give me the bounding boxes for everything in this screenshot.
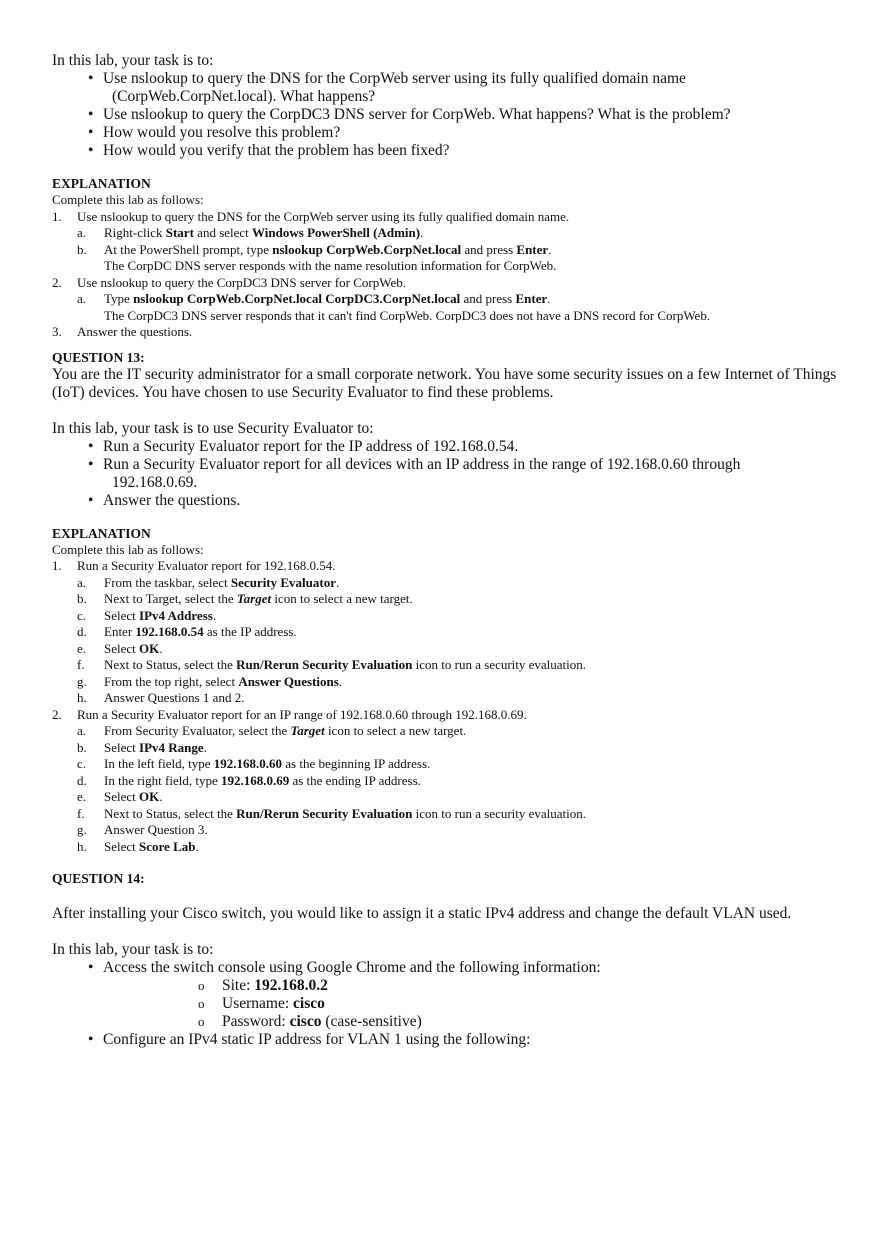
- q14-sub-password: o Password: cisco (case-sensitive): [103, 1013, 842, 1031]
- step-1: 1. Use nslookup to query the DNS for the CorpWeb server using its fully qualified domain name. a. Right-click Start and select Windows PowerShell (Admin). b. At the PowerShell prompt, type nslookup CorpWeb.CorpNet.local and press Enter. The CorpDC DNS server responds with the name resolution information for CorpWeb.: [52, 209, 842, 275]
- q13-substep-1f: f. Next to Status, select the Run/Rerun Security Evaluation icon to run a security evaluation.: [77, 657, 587, 672]
- question-14-paragraph: After installing your Cisco switch, you would like to assign it a static IPv4 address and change the default VLAN used.: [52, 905, 792, 922]
- q14-sub-site: o Site: 192.168.0.2: [103, 977, 842, 995]
- explanation-steps-2: [52, 558, 842, 855]
- q13-step-1: 1. Run a Security Evaluator report for 192.168.0.54. a. From the taskbar, select Security Evaluator. b. Next to Target, select the Target icon to select a new target. c. Select IPv4 Address. d. Enter 192.168.0.54 as the IP address. e. Select OK. f. Next to Status, select the Run/Rerun Security Evaluation icon to run a security evaluation. g. From the top right, select Answer Questions. h. Answer Questions 1 and 2.: [52, 558, 842, 707]
- q13-bullet-3: • Answer the questions.: [52, 492, 842, 510]
- substep-1b: b. At the PowerShell prompt, type nslookup CorpWeb.CorpNet.local and press Enter. The CorpDC DNS server responds with the name resolution information for CorpWeb.: [77, 242, 842, 275]
- q14-sub-list: [103, 977, 842, 1031]
- q13-substep-2g: g. Answer Question 3.: [77, 822, 208, 837]
- explanation-lead-2: Complete this lab as follows:: [52, 541, 204, 557]
- question-13-task-line: In this lab, your task is to use Security Evaluator to:: [52, 419, 374, 437]
- intro-bullet-list: [52, 70, 842, 160]
- q13-substep-1b: b. Next to Target, select the Target icon to select a new target.: [77, 591, 413, 606]
- substep-1a: a. Right-click Start and select Windows PowerShell (Admin).: [77, 225, 424, 240]
- q14-bullet-2: • Configure an IPv4 static IP address for VLAN 1 using the following:: [52, 1031, 842, 1049]
- q13-substep-2e: e. Select OK.: [77, 789, 163, 804]
- q13-substep-1d: d. Enter 192.168.0.54 as the IP address.: [77, 624, 297, 639]
- q13-substep-1c: c. Select IPv4 Address.: [77, 607, 217, 623]
- explanation-lead-1: Complete this lab as follows:: [52, 192, 204, 207]
- intro-bullet-2: • Use nslookup to query the CorpDC3 DNS server for CorpWeb. What happens? What is the problem?: [52, 106, 842, 124]
- intro-bullet-1: • Use nslookup to query the DNS for the CorpWeb server using its fully qualified domain name (CorpWeb.CorpNet.local). What happens?: [52, 70, 842, 106]
- question-14-heading: QUESTION 14:: [52, 871, 145, 886]
- step-2: 2. Use nslookup to query the CorpDC3 DNS server for CorpWeb. a. Type nslookup CorpWeb.CorpNet.local CorpDC3.CorpNet.local and press Enter. The CorpDC3 DNS server responds that it can't find CorpWeb. CorpDC3 does not have a DNS record for CorpWeb.: [52, 275, 842, 325]
- document-page: [52, 52, 842, 1049]
- q13-substep-1a: a. From the taskbar, select Security Evaluator.: [77, 574, 340, 590]
- q13-substep-2f: f. Next to Status, select the Run/Rerun Security Evaluation icon to run a security evaluation.: [77, 805, 587, 821]
- question-13-paragraph: You are the IT security administrator for a small corporate network. You have some security issues on a few Internet of Things (IoT) devices. You have chosen to use Security Evaluator to find these problems.: [52, 365, 837, 401]
- q13-substep-2b: b. Select IPv4 Range.: [77, 739, 207, 755]
- q14-sub-username: o Username: cisco: [103, 995, 842, 1013]
- q13-substep-1e: e. Select OK.: [77, 640, 163, 656]
- explanation-heading-2: EXPLANATION: [52, 525, 151, 541]
- step-2-substeps: [77, 291, 842, 324]
- step-3: 3. Answer the questions.: [52, 324, 193, 339]
- q14-bullet-1: • Access the switch console using Google Chrome and the following information: o Site: 192.168.0.2 o Username: cisco o Password: cisco (case-sensitive): [52, 959, 842, 1031]
- substep-2a-note: The CorpDC3 DNS server responds that it can't find CorpWeb. CorpDC3 does not have a DNS record for CorpWeb.: [104, 307, 711, 323]
- q13-step-2-substeps: [77, 723, 842, 855]
- q13-bullet-2-cont: 192.168.0.69.: [112, 473, 198, 491]
- question-13-bullet-list: [52, 438, 842, 510]
- question-14-bullet-list: [52, 959, 842, 1049]
- intro-bullet-1-cont: (CorpWeb.CorpNet.local). What happens?: [112, 88, 376, 105]
- intro-bullet-4: • How would you verify that the problem has been fixed?: [52, 142, 842, 160]
- question-14-task-line: In this lab, your task is to:: [52, 941, 214, 958]
- q13-substep-2c: c. In the left field, type 192.168.0.60 as the beginning IP address.: [77, 756, 431, 771]
- step-1-substeps: [77, 225, 842, 275]
- q13-substep-1h: h. Answer Questions 1 and 2.: [77, 690, 245, 705]
- q13-bullet-1: • Run a Security Evaluator report for the IP address of 192.168.0.54.: [52, 438, 842, 456]
- q13-substep-2h: h. Select Score Lab.: [77, 838, 199, 854]
- q13-substep-2d: d. In the right field, type 192.168.0.69 as the ending IP address.: [77, 772, 421, 788]
- substep-1b-note: The CorpDC DNS server responds with the name resolution information for CorpWeb.: [104, 258, 557, 273]
- q13-step-1-substeps: [77, 575, 842, 707]
- substep-2a: a. Type nslookup CorpWeb.CorpNet.local CorpDC3.CorpNet.local and press Enter. The CorpDC3 DNS server responds that it can't find CorpWeb. CorpDC3 does not have a DNS record for CorpWeb.: [77, 291, 842, 324]
- explanation-heading-1: EXPLANATION: [52, 176, 151, 191]
- q13-substep-1g: g. From the top right, select Answer Questions.: [77, 673, 343, 689]
- q13-step-2: 2. Run a Security Evaluator report for an IP range of 192.168.0.60 through 192.168.0.69. a. From Security Evaluator, select the Target icon to select a new target. b. Select IPv4 Range. c. In the left field, type 192.168.0.60 as the beginning IP address. d. In the right field, type 192.168.0.69 as the ending IP address. e. Select OK. f. Next to Status, select the Run/Rerun Security Evaluation icon to run a security evaluation. g. Answer Question 3. h. Select Score Lab.: [52, 707, 842, 856]
- intro-bullet-3: • How would you resolve this problem?: [52, 124, 842, 142]
- q13-bullet-2: • Run a Security Evaluator report for all devices with an IP address in the range of 192.168.0.60 through 192.168.0.69.: [52, 456, 842, 492]
- explanation-steps-1: [52, 209, 842, 341]
- intro-task-line: In this lab, your task is to:: [52, 52, 214, 69]
- q13-substep-2a: a. From Security Evaluator, select the Target icon to select a new target.: [77, 723, 467, 738]
- question-13-heading: QUESTION 13:: [52, 349, 145, 365]
